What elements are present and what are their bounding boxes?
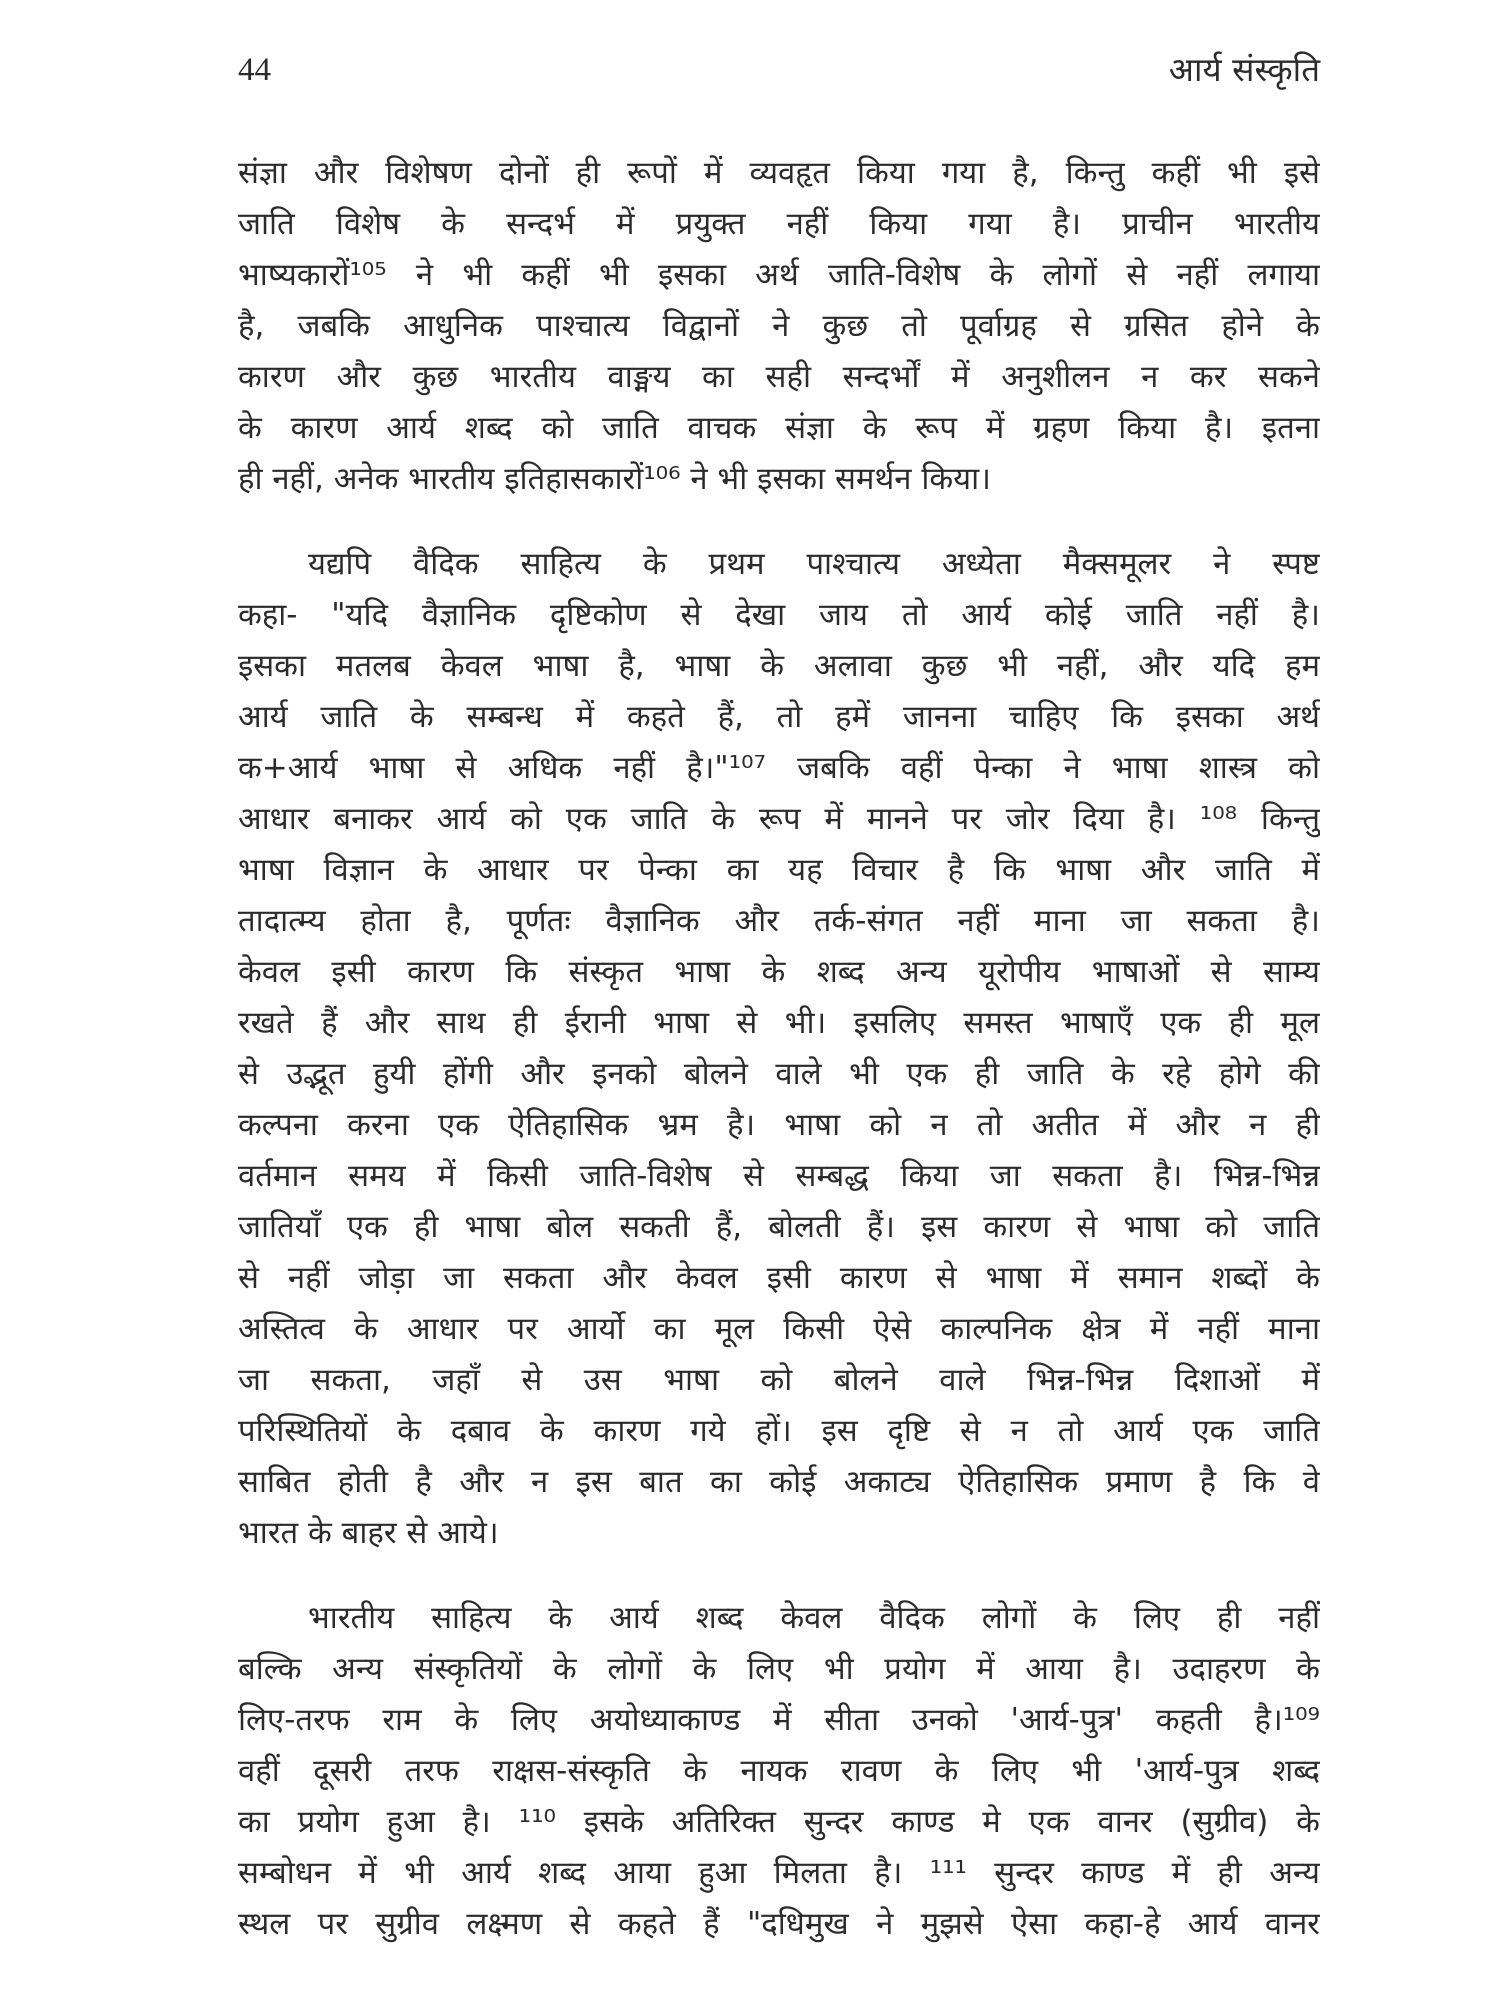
text-line: रखते हैं और साथ ही ईरानी भाषा से भी। इसलिए समस्त भाषाएँ एक ही मूल (238, 1005, 1320, 1041)
paragraph-2 (238, 539, 1320, 1559)
text-line: केवल इसी कारण कि संस्कृत भाषा के शब्द अन्य यूरोपीय भाषाओं से साम्य (238, 954, 1320, 990)
text-line: आर्य जाति के सम्बन्ध में कहते हैं, तो हमें जानना चाहिए कि इसका अर्थ (238, 699, 1320, 735)
paragraph-3 (238, 1593, 1320, 1950)
paragraph-1 (238, 148, 1320, 505)
text-line: है, जबकि आधुनिक पाश्चात्य विद्वानों ने कुछ तो पूर्वाग्रह से ग्रसित होने के (238, 308, 1320, 344)
page-header (238, 40, 1320, 100)
text-line: भारत के बाहर से आये। (238, 1515, 499, 1551)
text-line: कल्पना करना एक ऐतिहासिक भ्रम है। भाषा को न तो अतीत में और न ही (238, 1107, 1320, 1143)
text-line: परिस्थितियों के दबाव के कारण गये हों। इस दृष्टि से न तो आर्य एक जाति (238, 1413, 1320, 1449)
text-line: आधार बनाकर आर्य को एक जाति के रूप में मानने पर जोर दिया है। ¹⁰⁸ किन्तु (238, 801, 1320, 837)
text-line: जा सकता, जहाँ से उस भाषा को बोलने वाले भिन्न-भिन्न दिशाओं में (238, 1362, 1320, 1398)
text-line: क+आर्य भाषा से अधिक नहीं है।"¹⁰⁷ जबकि वहीं पेन्का ने भाषा शास्त्र को (238, 750, 1320, 786)
text-line: सम्बोधन में भी आर्य शब्द आया हुआ मिलता है। ¹¹¹ सुन्दर काण्ड में ही अन्य (238, 1855, 1320, 1891)
text-line: जाति विशेष के सन्दर्भ में प्रयुक्त नहीं किया गया है। प्राचीन भारतीय (238, 206, 1320, 242)
text-line: वहीं दूसरी तरफ राक्षस-संस्कृति के नायक रावण के लिए भी 'आर्य-पुत्र शब्द (238, 1753, 1320, 1789)
text-line: बल्कि अन्य संस्कृतियों के लोगों के लिए भी प्रयोग में आया है। उदाहरण के (238, 1651, 1320, 1687)
text-line: भारतीय साहित्य के आर्य शब्द केवल वैदिक लोगों के लिए ही नहीं (308, 1600, 1320, 1636)
text-line: के कारण आर्य शब्द को जाति वाचक संज्ञा के रूप में ग्रहण किया है। इतना (238, 410, 1320, 446)
text-line: कारण और कुछ भारतीय वाङ्मय का सही सन्दर्भों में अनुशीलन न कर सकने (238, 359, 1320, 395)
text-line: से नहीं जोड़ा जा सकता और केवल इसी कारण से भाषा में समान शब्दों के (238, 1260, 1320, 1296)
text-line: भाषा विज्ञान के आधार पर पेन्का का यह विचार है कि भाषा और जाति में (238, 852, 1320, 888)
text-line: ही नहीं, अनेक भारतीय इतिहासकारों¹⁰⁶ ने भी इसका समर्थन किया। (238, 461, 991, 497)
running-title: आर्य संस्कृति (1168, 50, 1320, 89)
text-line: संज्ञा और विशेषण दोनों ही रूपों में व्यवहृत किया गया है, किन्तु कहीं भी इसे (238, 155, 1320, 191)
text-line: कहा- "यदि वैज्ञानिक दृष्टिकोण से देखा जाय तो आर्य कोई जाति नहीं है। (238, 597, 1320, 633)
text-line: जातियाँ एक ही भाषा बोल सकती हैं, बोलती हैं। इस कारण से भाषा को जाति (238, 1209, 1320, 1245)
text-line: साबित होती है और न इस बात का कोई अकाट्य ऐतिहासिक प्रमाण है कि वे (238, 1464, 1320, 1500)
text-line: अस्तित्व के आधार पर आर्यो का मूल किसी ऐसे काल्पनिक क्षेत्र में नहीं माना (238, 1311, 1320, 1347)
text-line: वर्तमान समय में किसी जाति-विशेष से सम्बद्ध किया जा सकता है। भिन्न-भिन्न (238, 1158, 1320, 1194)
body-text (238, 148, 1320, 1950)
text-line: यद्यपि वैदिक साहित्य के प्रथम पाश्चात्य अध्येता मैक्समूलर ने स्पष्ट (308, 546, 1320, 582)
text-line: इसका मतलब केवल भाषा है, भाषा के अलावा कुछ भी नहीं, और यदि हम (238, 648, 1320, 684)
page-number: 44 (238, 52, 271, 88)
text-line: लिए-तरफ राम के लिए अयोध्याकाण्ड में सीता उनको 'आर्य-पुत्र' कहती है।¹⁰⁹ (238, 1702, 1320, 1738)
text-line: स्थल पर सुग्रीव लक्ष्मण से कहते हैं "दधिमुख ने मुझसे ऐसा कहा-हे आर्य वानर (238, 1906, 1320, 1942)
text-line: भाष्यकारों¹⁰⁵ ने भी कहीं भी इसका अर्थ जाति-विशेष के लोगों से नहीं लगाया (238, 257, 1320, 293)
text-line: का प्रयोग हुआ है। ¹¹⁰ इसके अतिरिक्त सुन्दर काण्ड मे एक वानर (सुग्रीव) के (238, 1804, 1320, 1840)
text-line: तादात्म्य होता है, पूर्णतः वैज्ञानिक और तर्क-संगत नहीं माना जा सकता है। (238, 903, 1320, 939)
text-line: से उद्भूत हुयी होंगी और इनको बोलने वाले भी एक ही जाति के रहे होगे की (238, 1056, 1320, 1092)
